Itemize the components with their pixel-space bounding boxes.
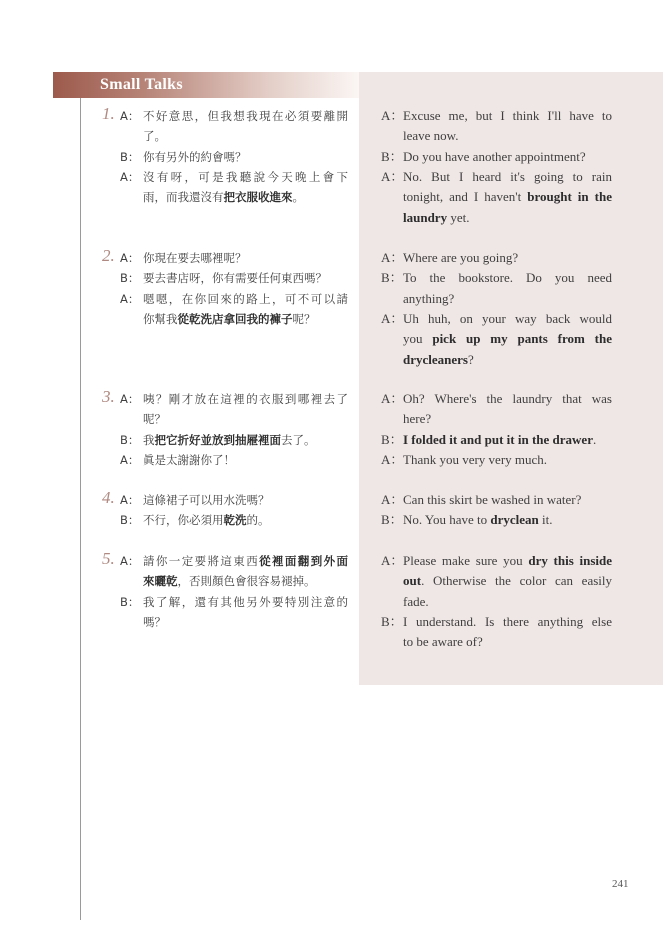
chinese-dialogue-line: 不行，你必須用乾洗的。 bbox=[143, 513, 270, 528]
chinese-speaker-label: A： bbox=[120, 169, 140, 184]
english-dialogue-line: you pick up my pants from the bbox=[403, 331, 612, 347]
chinese-dialogue-line: 沒有呀，可是我聽說今天晚上會下 bbox=[143, 169, 348, 184]
section-title: Small Talks bbox=[100, 76, 183, 93]
english-speaker-label: A： bbox=[381, 391, 404, 406]
chinese-dialogue-line: 嗎？ bbox=[143, 614, 166, 629]
english-speaker-label: B： bbox=[381, 613, 403, 629]
chinese-speaker-label: A： bbox=[120, 392, 140, 406]
dialogue-number: 5. bbox=[102, 549, 115, 568]
english-speaker-label: A： bbox=[381, 310, 404, 326]
english-speaker-label: A： bbox=[381, 250, 404, 265]
english-dialogue-line: I folded it and put it in the drawer. bbox=[403, 431, 597, 447]
chinese-dialogue-line: 了。 bbox=[143, 129, 166, 144]
english-speaker-label: A： bbox=[381, 492, 404, 507]
english-dialogue-line: To the bookstore. Do you need bbox=[403, 270, 612, 286]
english-dialogue-line: Excuse me, but I think I'll have to bbox=[403, 108, 612, 123]
section-header-bar bbox=[53, 72, 359, 98]
chinese-dialogue-line: 不好意思，但我想我現在必須要離開 bbox=[143, 109, 348, 123]
chinese-speaker-label: B： bbox=[120, 149, 140, 164]
chinese-speaker-label: A： bbox=[120, 291, 140, 306]
english-dialogue-line: No. You have to dryclean it. bbox=[403, 512, 553, 528]
english-speaker-label: B： bbox=[381, 431, 403, 447]
chinese-dialogue-line: 來曬乾，否則顏色會很容易褪掉。 bbox=[143, 574, 316, 589]
english-dialogue-line: fade. bbox=[403, 593, 429, 609]
dialogue-number: 3. bbox=[102, 387, 115, 406]
english-dialogue-line: to be aware of? bbox=[403, 634, 483, 650]
chinese-dialogue-line: 雨，而我還沒有把衣服收進來。 bbox=[143, 190, 304, 205]
english-dialogue-line: tonight, and I haven't brought in the bbox=[403, 189, 612, 205]
chinese-dialogue-line: 咦？剛才放在這裡的衣服到哪裡去了 bbox=[143, 392, 348, 406]
chinese-dialogue-line: 這條裙子可以用水洗嗎？ bbox=[143, 493, 270, 507]
chinese-dialogue-line: 你現在要去哪裡呢？ bbox=[143, 251, 247, 265]
english-speaker-label: A： bbox=[381, 553, 404, 568]
chinese-speaker-label: A： bbox=[120, 493, 140, 507]
dialogue-number: 1. bbox=[102, 104, 115, 123]
english-dialogue-line: leave now. bbox=[403, 128, 459, 144]
chinese-speaker-label: B： bbox=[120, 432, 140, 447]
chinese-speaker-label: A： bbox=[120, 251, 140, 265]
chinese-speaker-label: B： bbox=[120, 594, 140, 609]
english-speaker-label: B： bbox=[381, 512, 403, 528]
english-speaker-label: A： bbox=[381, 108, 404, 123]
english-dialogue-line: Please make sure you dry this inside bbox=[403, 553, 612, 568]
chinese-dialogue-line: 眞是太謝謝你了！ bbox=[143, 452, 235, 467]
english-dialogue-line: Can this skirt be washed in water? bbox=[403, 492, 582, 507]
chinese-speaker-label: A： bbox=[120, 452, 140, 467]
dialogue-number: 2. bbox=[102, 246, 115, 265]
chinese-dialogue-line: 我了解，還有其他另外要特別注意的 bbox=[143, 594, 348, 609]
english-dialogue-line: anything? bbox=[403, 290, 455, 306]
chinese-dialogue-line: 呢？ bbox=[143, 412, 166, 427]
english-dialogue-line: No. But I heard it's going to rain bbox=[403, 168, 612, 184]
chinese-dialogue-line: 要去書店呀，你有需要任何東西嗎？ bbox=[143, 271, 327, 286]
english-dialogue-line: out. Otherwise the color can easily bbox=[403, 573, 612, 589]
english-dialogue-line: Thank you very very much. bbox=[403, 451, 548, 467]
chinese-dialogue-line: 你有另外的約會嗎？ bbox=[143, 149, 247, 164]
english-dialogue-line: Uh huh, on your way back would bbox=[403, 310, 612, 326]
english-speaker-label: A： bbox=[381, 451, 404, 467]
english-speaker-label: A： bbox=[381, 168, 404, 184]
left-margin-rule bbox=[80, 78, 81, 920]
page-number: 241 bbox=[612, 878, 629, 890]
chinese-dialogue-line: 嗯嗯，在你回來的路上，可不可以請 bbox=[143, 291, 348, 306]
chinese-speaker-label: B： bbox=[120, 513, 140, 528]
english-dialogue-line: I understand. Is there anything else bbox=[403, 613, 612, 629]
chinese-speaker-label: A： bbox=[120, 109, 140, 123]
chinese-speaker-label: A： bbox=[120, 554, 140, 568]
dialogue-number: 4. bbox=[102, 488, 115, 507]
chinese-dialogue-line: 我把它折好並放到抽屜裡面去了。 bbox=[143, 432, 316, 447]
english-speaker-label: B： bbox=[381, 270, 403, 286]
english-dialogue-line: drycleaners? bbox=[403, 351, 474, 367]
english-speaker-label: B： bbox=[381, 148, 403, 164]
english-dialogue-line: Where are you going? bbox=[403, 250, 519, 265]
english-dialogue-line: Do you have another appointment? bbox=[403, 148, 586, 164]
chinese-speaker-label: B： bbox=[120, 271, 140, 286]
chinese-dialogue-line: 你幫我從乾洗店拿回我的褲子呢？ bbox=[143, 311, 316, 326]
english-dialogue-line: here? bbox=[403, 411, 432, 427]
english-dialogue-line: laundry yet. bbox=[403, 209, 470, 225]
english-dialogue-line: Oh? Where's the laundry that was bbox=[403, 391, 612, 406]
chinese-dialogue-line: 請你一定要將這東西從裡面翻到外面 bbox=[143, 554, 348, 568]
